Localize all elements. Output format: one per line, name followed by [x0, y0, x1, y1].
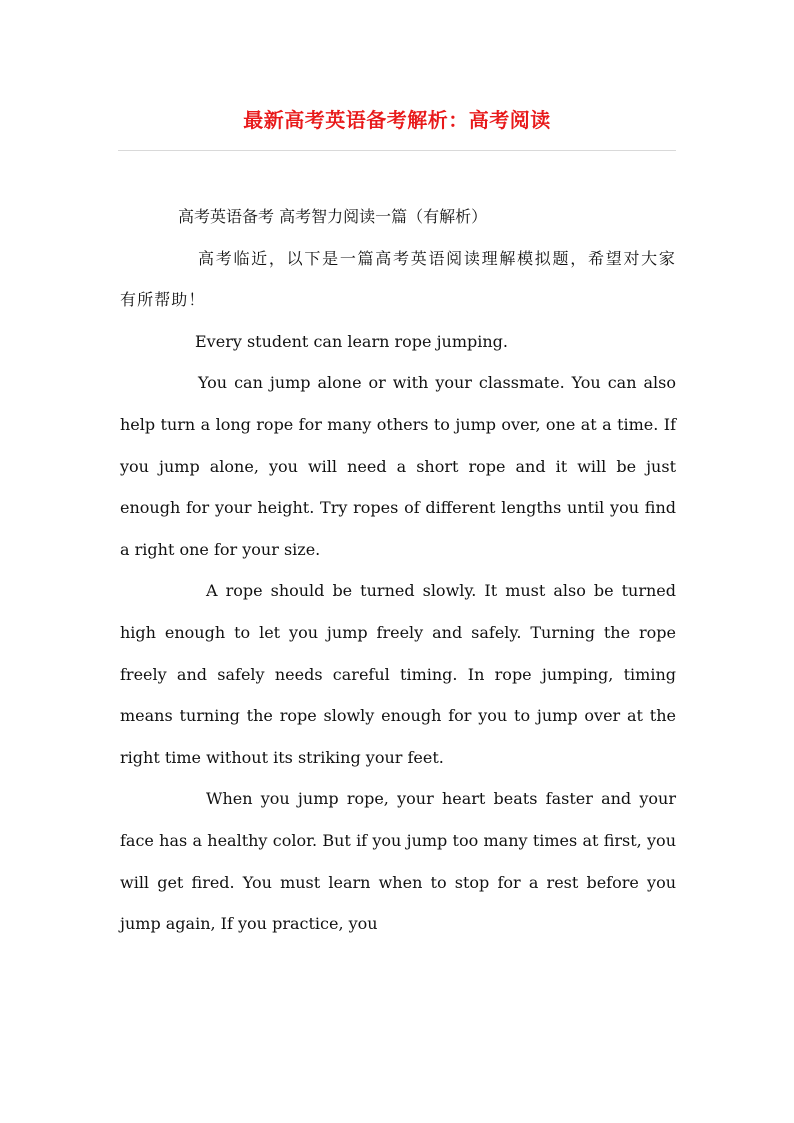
- title-divider: [118, 150, 676, 151]
- intro-paragraph: 高考临近，以下是一篇高考英语阅读理解模拟题，希望对大家有所帮助！: [120, 248, 676, 310]
- document-body: [120, 196, 676, 945]
- document-title: 最新高考英语备考解析：高考阅读: [243, 108, 551, 132]
- paragraph-1: Every student can learn rope jumping.: [195, 331, 508, 351]
- paragraph-2: You can jump alone or with your classmate. You can also help turn a long rope for many others to jump over, one at a time. If you jump alone, you will need a short rope and it will be just enough for your height. Try ropes of different lengths until you find a right one for your size.: [120, 373, 676, 559]
- document-subtitle: 高考英语备考 高考智力阅读一篇（有解析）: [178, 207, 488, 226]
- paragraph-4: When you jump rope, your heart beats faster and your face has a healthy color. But if you jump too many times at first, you will get fired. You must learn when to stop for a rest before you jump again, If you practice, you: [120, 789, 676, 934]
- paragraph-3: A rope should be turned slowly. It must also be turned high enough to let you jump freely and safely. Turning the rope freely and safely needs careful timing. In rope jumping, timing means turning the rope slowly enough for you to jump over at the right time without its striking your feet.: [120, 581, 676, 767]
